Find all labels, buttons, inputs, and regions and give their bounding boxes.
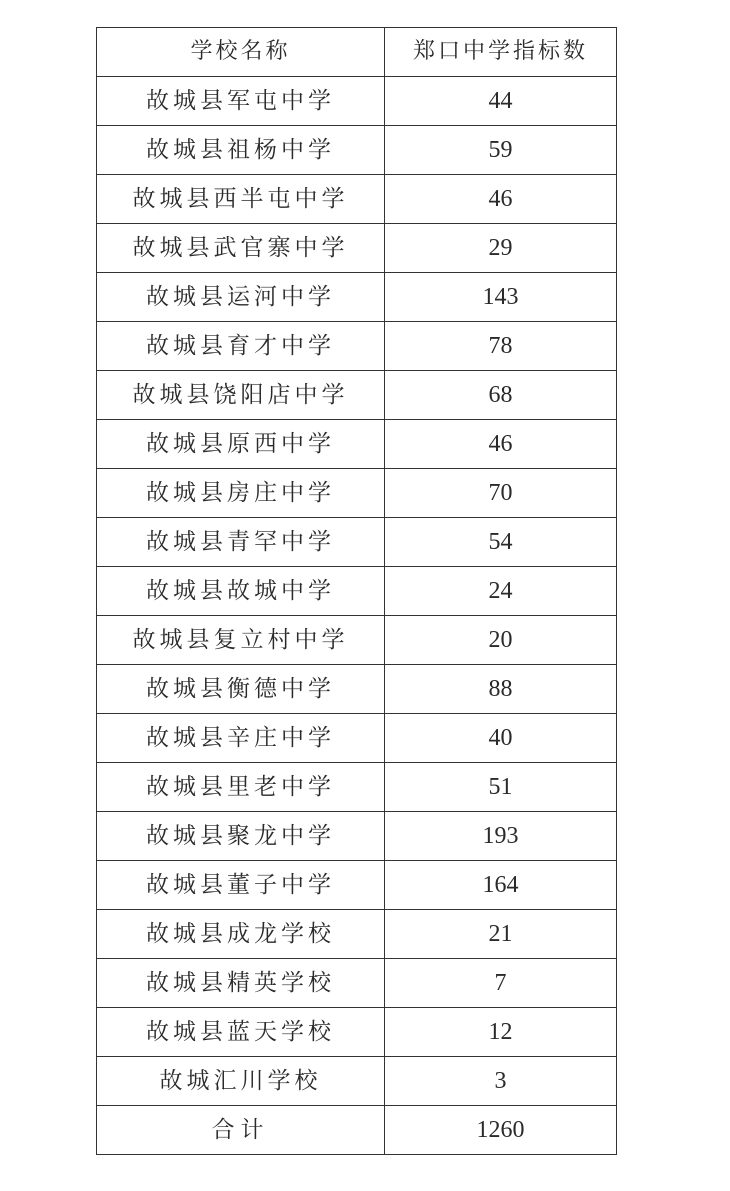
table-row [97, 959, 617, 1008]
school-name-cell: 故城县西半屯中学 [97, 175, 385, 224]
quota-cell: 68 [385, 371, 617, 420]
school-name-cell: 故城县运河中学 [97, 273, 385, 322]
quota-cell: 24 [385, 567, 617, 616]
school-name-cell: 故城县祖杨中学 [97, 126, 385, 175]
table-row [97, 714, 617, 763]
table-row [97, 77, 617, 126]
table-row [97, 371, 617, 420]
school-name-cell: 故城县青罕中学 [97, 518, 385, 567]
school-name-cell: 故城县里老中学 [97, 763, 385, 812]
table-row [97, 665, 617, 714]
total-label: 合计 [97, 1106, 385, 1155]
quota-cell: 70 [385, 469, 617, 518]
header-quota: 郑口中学指标数 [385, 28, 617, 77]
quota-cell: 7 [385, 959, 617, 1008]
table-row [97, 224, 617, 273]
school-name-cell: 故城县精英学校 [97, 959, 385, 1008]
quota-table [96, 27, 617, 1155]
header-row [97, 28, 617, 77]
quota-cell: 54 [385, 518, 617, 567]
school-name-cell: 故城县房庄中学 [97, 469, 385, 518]
school-name-cell: 故城县武官寨中学 [97, 224, 385, 273]
quota-cell: 193 [385, 812, 617, 861]
quota-cell: 51 [385, 763, 617, 812]
school-name-cell: 故城县蓝天学校 [97, 1008, 385, 1057]
school-name-cell: 故城汇川学校 [97, 1057, 385, 1106]
quota-cell: 143 [385, 273, 617, 322]
table-row [97, 469, 617, 518]
table-row [97, 126, 617, 175]
table-row [97, 763, 617, 812]
school-name-cell: 故城县故城中学 [97, 567, 385, 616]
header-school-name: 学校名称 [97, 28, 385, 77]
quota-cell: 20 [385, 616, 617, 665]
table-row [97, 861, 617, 910]
quota-cell: 3 [385, 1057, 617, 1106]
school-name-cell: 故城县聚龙中学 [97, 812, 385, 861]
table-row [97, 910, 617, 959]
table-row [97, 567, 617, 616]
school-name-cell: 故城县饶阳店中学 [97, 371, 385, 420]
quota-cell: 46 [385, 420, 617, 469]
quota-cell: 46 [385, 175, 617, 224]
table-row [97, 812, 617, 861]
school-name-cell: 故城县育才中学 [97, 322, 385, 371]
quota-cell: 12 [385, 1008, 617, 1057]
school-name-cell: 故城县辛庄中学 [97, 714, 385, 763]
quota-cell: 59 [385, 126, 617, 175]
school-name-cell: 故城县军屯中学 [97, 77, 385, 126]
school-name-cell: 故城县复立村中学 [97, 616, 385, 665]
school-name-cell: 故城县董子中学 [97, 861, 385, 910]
table-row [97, 1008, 617, 1057]
quota-cell: 21 [385, 910, 617, 959]
quota-cell: 44 [385, 77, 617, 126]
school-name-cell: 故城县成龙学校 [97, 910, 385, 959]
table-row [97, 175, 617, 224]
table-row [97, 273, 617, 322]
table-row [97, 420, 617, 469]
quota-cell: 88 [385, 665, 617, 714]
table-row [97, 616, 617, 665]
table-row [97, 1057, 617, 1106]
table-row [97, 322, 617, 371]
school-name-cell: 故城县原西中学 [97, 420, 385, 469]
total-row [97, 1106, 617, 1155]
quota-cell: 29 [385, 224, 617, 273]
quota-cell: 40 [385, 714, 617, 763]
table-row [97, 518, 617, 567]
quota-cell: 164 [385, 861, 617, 910]
total-value: 1260 [385, 1106, 617, 1155]
quota-cell: 78 [385, 322, 617, 371]
school-name-cell: 故城县衡德中学 [97, 665, 385, 714]
